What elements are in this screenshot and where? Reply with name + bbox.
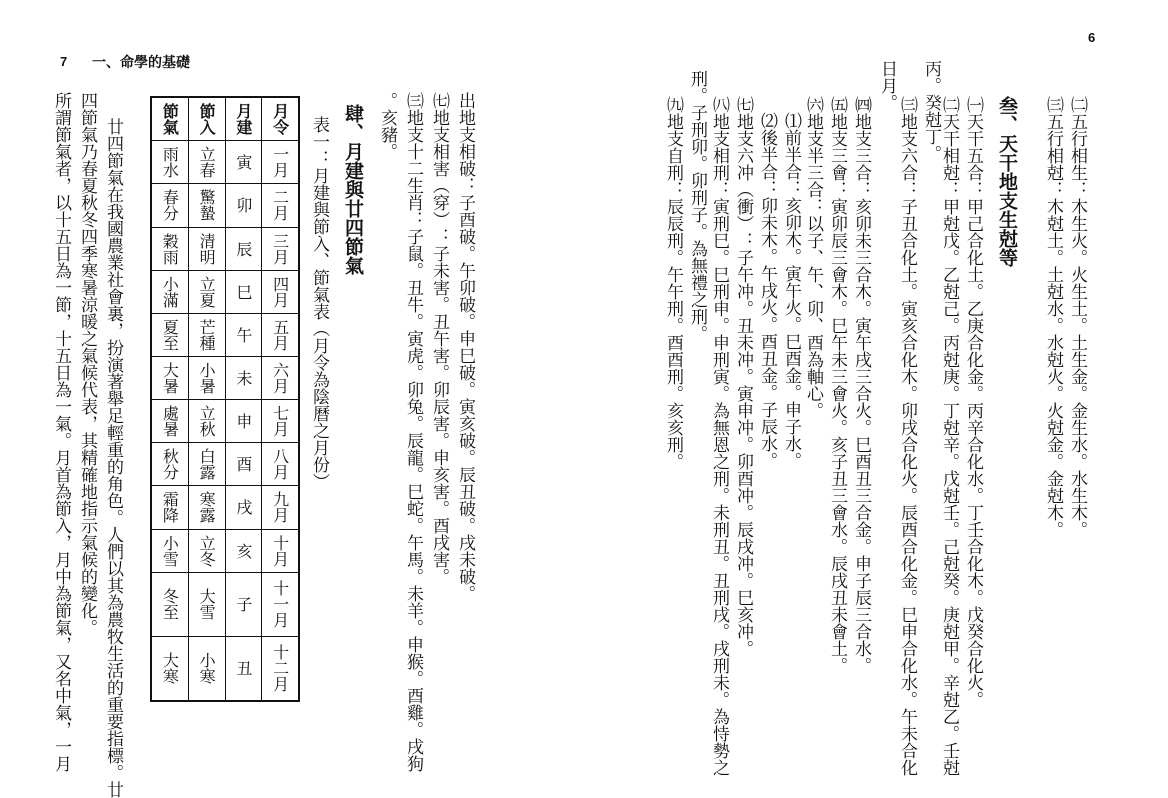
text-line: 丙。癸尅丁。 xyxy=(921,60,941,162)
table-row xyxy=(151,529,299,572)
body-line-1: 廿四節氣在我國農業社會裏，扮演著舉足輕重的角色。人們以其為農牧生活的重要指標。廿 xyxy=(103,118,123,798)
text-line-shengxiao: ㈢地支十二生肖：子鼠。丑牛。寅虎。卯兔。辰龍。巳蛇。午馬。未羊。申猴。酉雞。戌狗 xyxy=(403,92,423,772)
text-line: ㈢地支六合：子丑合化土。寅亥合化木。卯戌合化火。辰酉合化金。巳申合化水。午未合化 xyxy=(897,96,917,776)
table-cell: 立冬 xyxy=(188,529,225,572)
table-cell: 戌 xyxy=(225,486,262,529)
table-header-cell: 月建 xyxy=(225,97,262,141)
text-line: ⑴前半合：亥卯木。寅午火。巳酉金。申子水。 xyxy=(781,112,801,469)
table-row xyxy=(151,184,299,227)
text-line: ㈠天干五合：甲己合化土。乙庚合化金。丙辛合化水。丁壬合化木。戊癸合化火。 xyxy=(963,96,983,708)
table-cell: 芒種 xyxy=(188,313,225,356)
section-heading-ganzhi: 叁、天干地支生尅等 xyxy=(996,96,1018,267)
page-number-right: 6 xyxy=(1088,30,1096,45)
table-cell: 立夏 xyxy=(188,270,225,313)
table-cell: 小暑 xyxy=(188,356,225,399)
table-cell: 大寒 xyxy=(151,636,188,701)
table-row xyxy=(151,313,299,356)
table-cell: 驚蟄 xyxy=(188,184,225,227)
table-cell: 雨水 xyxy=(151,141,188,184)
table-cell: 四月 xyxy=(262,270,299,313)
month-jieqi-table xyxy=(150,96,300,702)
text-line: ㈣地支三合：亥卯未三合木。寅午戌三合火。巳酉丑三合金。申子辰三合水。 xyxy=(851,96,871,674)
table-row xyxy=(151,356,299,399)
table-cell: 卯 xyxy=(225,184,262,227)
text-line: ㈤地支三會：寅卯辰三會木。巳午未三會火。亥子丑三會水。辰戌丑未會土。 xyxy=(827,96,847,674)
table-cell: 小滿 xyxy=(151,270,188,313)
table-cell: 辰 xyxy=(225,227,262,270)
table-cell: 午 xyxy=(225,313,262,356)
table-cell: 冬至 xyxy=(151,572,188,636)
table-cell: 申 xyxy=(225,400,262,443)
table-cell: 十二月 xyxy=(262,636,299,701)
table-cell: 九月 xyxy=(262,486,299,529)
table-cell: 未 xyxy=(225,356,262,399)
table-row xyxy=(151,636,299,701)
table-row xyxy=(151,141,299,184)
table-caption: 表一：月建與節入、節氣表（月令為陰曆之月份） xyxy=(309,116,329,490)
page-number-left: 7 xyxy=(60,54,68,69)
table-cell: 亥 xyxy=(225,529,262,572)
text-line: ㈧地支相刑：寅刑巳。巳刑申。申刑寅。為無恩之刑。未刑丑。丑刑戌。戌刑未。為恃勢之 xyxy=(709,96,729,776)
table-cell: 處暑 xyxy=(151,400,188,443)
table-cell: 十一月 xyxy=(262,572,299,636)
text-line: ㈢五行相尅：木尅土。土尅水。水尅火。火尅金。金尅木。 xyxy=(1043,96,1063,538)
table-cell: 立春 xyxy=(188,141,225,184)
table-cell: 子 xyxy=(225,572,262,636)
table-cell: 小寒 xyxy=(188,636,225,701)
right-page xyxy=(584,0,1168,794)
table-cell: 六月 xyxy=(262,356,299,399)
table-header-cell: 月令 xyxy=(262,97,299,141)
table-row xyxy=(151,572,299,636)
table-cell: 大暑 xyxy=(151,356,188,399)
text-line: ㈡五行相生：木生火。火生土。土生金。金生水。水生木。 xyxy=(1067,96,1087,538)
table-cell: 丑 xyxy=(225,636,262,701)
text-line: ㈨地支自刑：辰辰刑。午午刑。酉酉刑。亥亥刑。 xyxy=(663,96,683,470)
table-cell: 春分 xyxy=(151,184,188,227)
text-line: ⑵後半合：卯未木。午戌火。酉丑金。子辰水。 xyxy=(757,112,777,469)
table-header-cell: 節氣 xyxy=(151,97,188,141)
table-header-row xyxy=(151,97,299,141)
table-cell: 穀雨 xyxy=(151,227,188,270)
table-cell: 酉 xyxy=(225,443,262,486)
table-cell: 大雪 xyxy=(188,572,225,636)
text-line: ㈡天干相尅：甲尅戊。乙尅己。丙尅庚。丁尅辛。戊尅壬。己尅癸。庚尅甲。辛尅乙。壬尅 xyxy=(939,96,959,776)
table-row xyxy=(151,400,299,443)
body-line-2: 四節氣乃春夏秋冬四季寒暑涼暖之氣候代表，其精確地指示氣候的變化。 xyxy=(77,92,97,636)
table-cell: 七月 xyxy=(262,400,299,443)
table-cell: 夏至 xyxy=(151,313,188,356)
table-cell: 秋分 xyxy=(151,443,188,486)
table-row xyxy=(151,270,299,313)
text-line: ㈦地支六冲（衝）：子午冲。丑未冲。寅申冲。卯酉冲。辰戌冲。巳亥冲。 xyxy=(733,96,753,657)
body-line-3: 所謂節氣者，以十五日為一節，十五日為一氣。月首為節入，月中為節氣，又名中氣，一月 xyxy=(51,92,71,772)
table-cell: 清明 xyxy=(188,227,225,270)
running-head: 一、命學的基礎 xyxy=(92,55,190,71)
text-line: 日月。 xyxy=(877,60,897,111)
table-row xyxy=(151,227,299,270)
text-line: 刑。子刑卯。卯刑子。為無禮之刑。 xyxy=(687,70,707,342)
table-cell: 寒露 xyxy=(188,486,225,529)
table-cell: 巳 xyxy=(225,270,262,313)
table-cell: 小雪 xyxy=(151,529,188,572)
table-cell: 一月 xyxy=(262,141,299,184)
table-cell: 十月 xyxy=(262,529,299,572)
table-cell: 白露 xyxy=(188,443,225,486)
table-cell: 八月 xyxy=(262,443,299,486)
table-cell: 霜降 xyxy=(151,486,188,529)
table-cell: 二月 xyxy=(262,184,299,227)
table-cell: 五月 xyxy=(262,313,299,356)
table-cell: 寅 xyxy=(225,141,262,184)
table-cell: 三月 xyxy=(262,227,299,270)
table-cell: 立秋 xyxy=(188,400,225,443)
table-row xyxy=(151,443,299,486)
text-line: ㈥地支半三合：以子、午、卯、酉為軸心。 xyxy=(803,96,823,419)
section-heading-yuejian: 肆、月建與廿四節氣 xyxy=(342,104,364,275)
table-row xyxy=(151,486,299,529)
text-line-xiangpo: 出地支相破：子酉破。午卯破。申巳破。寅亥破。辰丑破。戌未破。 xyxy=(455,92,475,602)
table-header-cell: 節入 xyxy=(188,97,225,141)
text-line-shengxiao-cont: 。亥豬。 xyxy=(377,92,397,160)
text-line-xianghai: ㈦地支相害（穿）：子未害。丑午害。卯辰害。申亥害。酉戌害。 xyxy=(429,92,449,585)
